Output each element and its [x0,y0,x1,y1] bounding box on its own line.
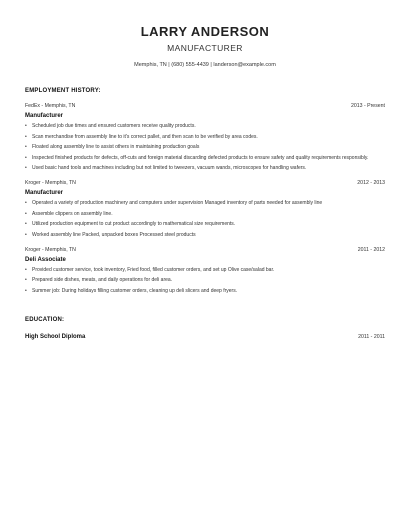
duty-item: • Summer job: During holidays filling customer orders, cleaning up deli slicers and deep fryers. [25,287,238,294]
job-header [25,247,385,253]
education-entry [25,334,385,340]
job-dates: 2012 - 2013 [357,180,385,186]
education-dates: 2011 - 2011 [358,333,385,340]
duty-item: • Assemble clippers on assembly line. [25,210,113,217]
duty-item: • Prepared side dishes, meats, and daily operations for deli area. [25,277,173,283]
bullet-icon: • [25,221,27,227]
job-dates: 2011 - 2012 [357,246,385,253]
bullet-icon: • [25,154,27,161]
job-header [25,180,385,186]
job-duties [25,200,385,238]
job-role: Manufacturer [25,190,64,196]
job-entry-3 [25,247,385,294]
job-employer: Kroger - Memphis, TN [25,246,76,253]
job-header [25,103,385,109]
duty-item: • Worked assembly line Packed, unpacked boxes Processed steel products [25,231,196,238]
job-duties [25,267,385,294]
duty-item: • Scan merchandise from assembly line to it's correct pallet, and then scan to be verified by area codes. [25,133,258,140]
duty-item: • Inspected finished products for defects, off-cuts and foreign material discarding defected products to ensure safety and quality requirements responsibly. [25,154,369,161]
contact-line: Memphis, TN | (680) 555-4439 | landerson@example.com [134,62,276,68]
bullet-icon: • [25,266,27,273]
job-entry-1 [25,103,385,171]
candidate-title: MANUFACTURER [167,43,243,53]
duty-item: • Operated a variety of production machinery and computers under supervision Managed inventory of parts needed for assembly line [25,200,323,206]
job-duties [25,123,385,171]
bullet-icon: • [25,165,27,171]
job-role: Deli Associate [25,256,66,263]
bullet-icon: • [25,210,27,217]
bullet-icon: • [25,231,27,238]
employment-heading: EMPLOYMENT HISTORY: [25,88,101,94]
bullet-icon: • [25,123,27,129]
bullet-icon: • [25,144,27,150]
duty-item: • Scheduled job due times and ensured customers receive quality products. [25,123,196,129]
job-dates: 2013 - Present [350,103,385,109]
bullet-icon: • [25,133,27,140]
job-employer: FedEx - Memphis, TN [25,103,76,109]
education-heading: EDUCATION: [25,316,65,323]
bullet-icon: • [25,287,27,294]
degree-name: High School Diploma [25,333,86,340]
job-entry-2 [25,180,385,238]
bullet-icon: • [25,277,27,283]
duty-item: • Provided customer service, took inventory, Fried food, filled customer orders, and set up Olive case/salad bar. [25,266,275,273]
duty-item: • Used basic hand tools and machines including but not limited to tweezers, vacuum wands, microscopes for handling wafers. [25,165,307,171]
candidate-name: LARRY ANDERSON [140,24,270,39]
job-role: Manufacturer [25,113,64,119]
job-employer: Kroger - Memphis, TN [25,180,76,186]
duty-item: • Utilized production equipment to cut product accordingly to mathematical size requirements. [25,221,236,227]
duty-item: • Floated along assembly line to assist others in maintaining production goals [25,144,200,150]
bullet-icon: • [25,200,27,206]
